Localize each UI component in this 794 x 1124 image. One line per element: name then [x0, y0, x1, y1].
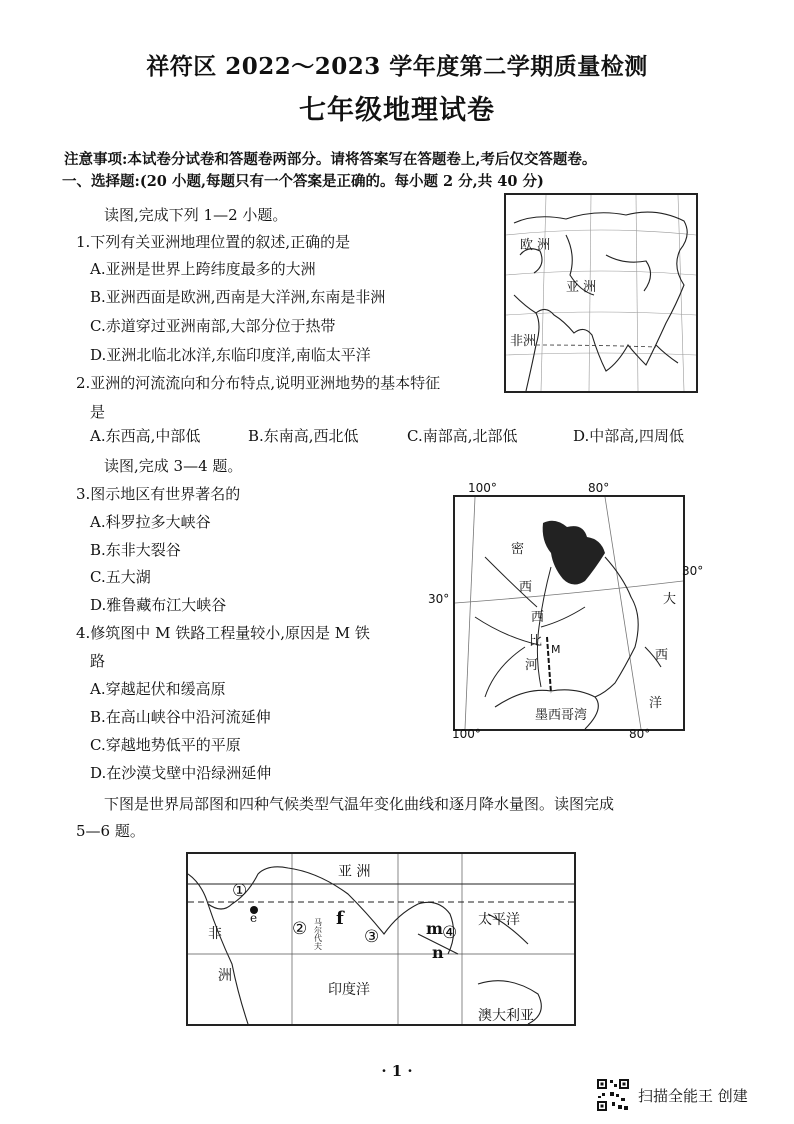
q1-option-d: D.亚洲北临北冰洋,东临印度洋,南临太平洋	[90, 346, 371, 364]
intro-1-2: 读图,完成下列 1—2 小题。	[104, 206, 288, 224]
intro-3-4: 读图,完成 3—4 题。	[104, 457, 243, 475]
na-right-lat: 30°	[682, 564, 704, 578]
asia-map	[504, 193, 698, 393]
river-char-1: 密	[511, 542, 525, 557]
intro-5-6-line2: 5—6 题。	[76, 822, 145, 840]
circle-2: ②	[292, 919, 308, 939]
letter-e: e	[250, 911, 258, 925]
label-africa-1: 非	[208, 926, 222, 942]
q4-option-c: C.穿越地势低平的平原	[90, 736, 241, 754]
q2-option-a: A.东西高,中部低	[90, 427, 201, 445]
na-bottom-right-lon: 80°	[629, 727, 651, 741]
letter-n: n	[432, 943, 444, 962]
q3-option-a: A.科罗拉多大峡谷	[90, 513, 211, 531]
grid	[188, 854, 574, 1024]
label-maldives: 马尔代夫	[313, 918, 323, 950]
q2-option-d: D.中部高,四周低	[573, 427, 685, 445]
ocean-char-2: 西	[655, 648, 669, 663]
river-char-5: 河	[525, 658, 539, 673]
page-number: · 1 ·	[381, 1062, 413, 1080]
label-indian-ocean: 印度洋	[328, 982, 370, 998]
na-left-lat: 30°	[428, 592, 450, 606]
river-char-4: 比	[529, 634, 543, 649]
circle-3: ③	[364, 927, 380, 947]
label-africa: 非洲	[510, 334, 537, 349]
q1-option-c: C.赤道穿过亚洲南部,大部分位于热带	[90, 317, 336, 335]
q3-option-b: B.东非大裂谷	[90, 541, 181, 559]
section-heading: 一、选择题:(20 小题,每题只有一个答案是正确的。每小题 2 分,共 40 分)	[62, 173, 544, 190]
letter-f: f	[336, 908, 344, 929]
intro-5-6-line1: 下图是世界局部图和四种气候类型气温年变化曲线和逐月降水量图。读图完成	[104, 795, 615, 813]
exam-title: 祥符区 2022～2023 学年度第二学期质量检测	[146, 53, 648, 80]
gulf-of-mexico-label: 墨西哥湾	[535, 708, 588, 723]
river-char-3: 西	[531, 610, 545, 625]
world-partial-map	[186, 852, 576, 1026]
notice: 注意事项:本试卷分试卷和答题卷两部分。请将答案写在答题卷上,考后仅交答题卷。	[64, 151, 597, 168]
label-asia: 亚 洲	[338, 864, 371, 880]
ocean-char-1: 大	[663, 592, 677, 607]
q2-option-b: B.东南高,西北低	[248, 427, 359, 445]
q1-option-b: B.亚洲西面是欧洲,西南是大洋洲,东南是非洲	[90, 288, 386, 306]
q4-stem-line2: 路	[90, 652, 106, 670]
q4-option-d: D.在沙漠戈壁中沿绿洲延伸	[90, 764, 272, 782]
q3-option-c: C.五大湖	[90, 568, 151, 586]
letter-m: m	[426, 919, 443, 938]
label-australia: 澳大利亚	[478, 1008, 534, 1024]
label-europe: 欧 洲	[520, 238, 551, 253]
q2-stem-line1: 2.亚洲的河流流向和分布特点,说明亚洲地势的基本特征	[76, 374, 441, 392]
q2-stem-line2: 是	[90, 403, 106, 421]
circle-1: ①	[232, 881, 248, 901]
q1-stem: 1.下列有关亚洲地理位置的叙述,正确的是	[76, 233, 351, 251]
q1-option-a: A.亚洲是世界上跨纬度最多的大洲	[90, 260, 316, 278]
q3-stem: 3.图示地区有世界著名的	[76, 485, 241, 503]
q3-option-d: D.雅鲁藏布江大峡谷	[90, 596, 227, 614]
label-africa-2: 洲	[218, 968, 232, 984]
na-top-left-lon: 100°	[468, 481, 497, 495]
na-top-right-lon: 80°	[588, 481, 610, 495]
north-america-map	[453, 495, 685, 731]
rail-label: M	[551, 643, 561, 656]
label-pacific: 太平洋	[478, 912, 520, 928]
qr-code-icon	[596, 1078, 630, 1112]
exam-subtitle: 七年级地理试卷	[299, 95, 495, 126]
scanner-watermark	[596, 1078, 748, 1112]
label-asia: 亚 洲	[566, 280, 597, 295]
circle-4: ④	[442, 923, 458, 943]
q2-option-c: C.南部高,北部低	[407, 427, 518, 445]
q4-option-a: A.穿越起伏和缓高原	[90, 680, 226, 698]
na-bottom-left-lon: 100°	[452, 727, 481, 741]
river-char-2: 西	[519, 580, 533, 595]
ocean-char-3: 洋	[649, 696, 663, 711]
q4-stem-line1: 4.修筑图中 M 铁路工程量较小,原因是 M 铁	[76, 624, 370, 642]
scanner-text: 扫描全能王 创建	[638, 1086, 748, 1105]
great-lakes	[543, 521, 605, 585]
graticule	[506, 195, 696, 391]
q4-option-b: B.在高山峡谷中沿河流延伸	[90, 708, 271, 726]
